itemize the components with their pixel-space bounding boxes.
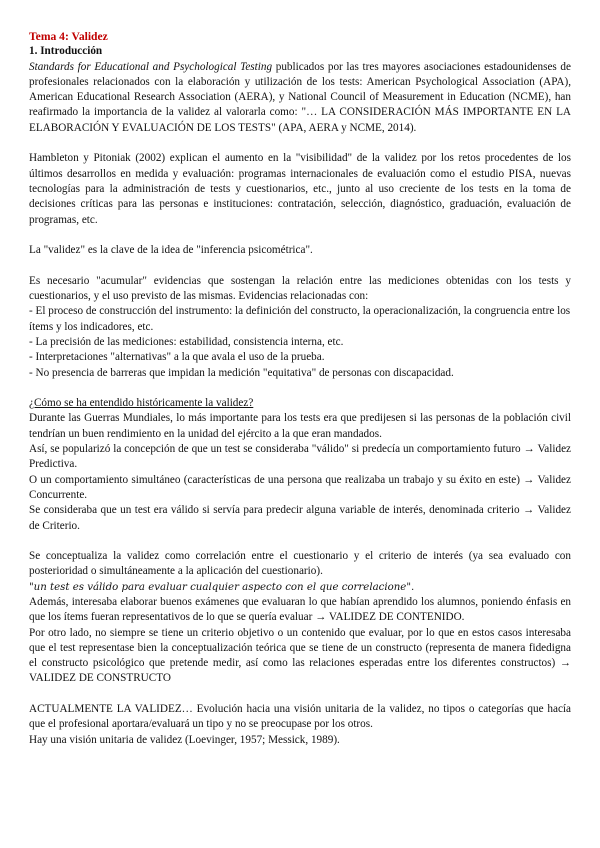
paragraph-validez-predictiva: Así, se popularizó la concepción de que un test se consideraba "válido" si predecía un comportamiento futuro → Validez Predictiva. — [29, 443, 571, 471]
evidence-list-item: - Interpretaciones "alternativas" a la que avala el uso de la prueba. — [29, 351, 325, 364]
evidence-list-item: - El proceso de construcción del instrumento: la definición del constructo, la operacionalización, la congruencia entre los ítems y los indicadores, etc. — [29, 305, 571, 333]
evidence-list-item: - No presencia de barreras que impidan la medición "equitativa" de personas con discapacidad. — [29, 366, 454, 379]
paragraph-evidencias: Es necesario "acumular" evidencias que sostengan la relación entre las mediciones obtenidas con los tests y cuestionarios, y el uso previsto de las mismas. Evidencias relacionadas con: — [29, 274, 571, 303]
paragraph-standards — [29, 60, 571, 136]
paragraph-validez-clave: La "validez" es la clave de la idea de "inferencia psicométrica". — [29, 244, 313, 257]
paragraph-validez-constructo: Por otro lado, no siempre se tiene un criterio objetivo o un contenido que evaluar, por lo que en estos casos interesaba que el test representase bien la conceptualización teórica que se tiene de un constructo (representa de manera fidedigna el constructo psicológico que pretende medir, así como las relaciones esperadas entre los diferentes constructos) → VALIDEZ DE CONSTRUCTO — [29, 626, 571, 685]
paragraph-guerras: Durante las Guerras Mundiales, lo más importante para los tests era que predijesen si las personas de la población civil tendrían un buen rendimiento en la unidad del ejército a la que eran mandados. — [29, 412, 571, 440]
paragraph-standards-text: publicados por las tres mayores asociaciones estadounidenses de profesionales relacionados con la elaboración y utilización de los tests: American Psychological Association (APA), American Educational Research Association (AERA), y National Council of Measurement in Education (NCME), han reafirmado la importancia de la validez al valorarla como: "… LA CONSIDERACIÓN MÁS IMPORTANTE EN LA ELABORACIÓN Y EVALUACIÓN DE LOS TESTS" (APA, AERA y NCME, 2014). — [29, 60, 571, 134]
paragraph-vision-unitaria: Hay una visión unitaria de validez (Loevinger, 1957; Messick, 1989). — [29, 733, 340, 746]
paragraph-actualmente: ACTUALMENTE LA VALIDEZ… Evolución hacia una visión unitaria de la validez, no tipos o categorías que hacía que el profesional aportara/evaluará un tipo y no se preocupase por los otros. — [29, 703, 571, 731]
quote-test-valido: "un test es válido para evaluar cualquier aspecto con el que correlacione". — [29, 581, 415, 593]
paragraph-hambleton: Hambleton y Pitoniak (2002) explican el aumento en la "visibilidad" de la validez por los retos procedentes de los últimos desarrollos en medida y evaluación: programas internacionales de evaluación como el estudio PISA, nuevas tecnologías para la administración de tests y cuestionarios, etc., junto al uso creciente de los tests en la toma de decisiones críticas para las personas e instituciones: contratación, selección, diagnóstico, graduación, evaluación de programas, etc. — [29, 152, 571, 226]
document-title: Tema 4: Validez — [29, 30, 108, 43]
evidence-list-item: - La precisión de las mediciones: estabilidad, consistencia interna, etc. — [29, 335, 344, 348]
paragraph-validez-criterio: Se consideraba que un test era válido si servía para predecir alguna variable de interés, denominada criterio → Validez de Criterio. — [29, 504, 571, 532]
section-heading-introduccion: 1. Introducción — [29, 45, 103, 58]
paragraph-validez-contenido: Además, interesaba elaborar buenos exámenes que evaluaran lo que habían aprendido los alumnos, poniendo énfasis en que los ítems fueran representativos de lo que se quería evaluar → VALIDEZ DE CONTENIDO. — [29, 595, 571, 624]
history-heading: ¿Cómo se ha entendido históricamente la validez? — [29, 397, 254, 410]
paragraph-validez-concurrente: O un comportamiento simultáneo (características de una persona que realizaba un trabajo y su éxito en este) → Validez Concurrente. — [29, 473, 571, 501]
standards-title: Standards for Educational and Psychological Testing — [29, 60, 273, 73]
paragraph-correlacion: Se conceptualiza la validez como correlación entre el cuestionario y el criterio de interés (ya sea evaluado con posterioridad o simultáneamente a la aplicación del cuestionario). — [29, 550, 571, 578]
